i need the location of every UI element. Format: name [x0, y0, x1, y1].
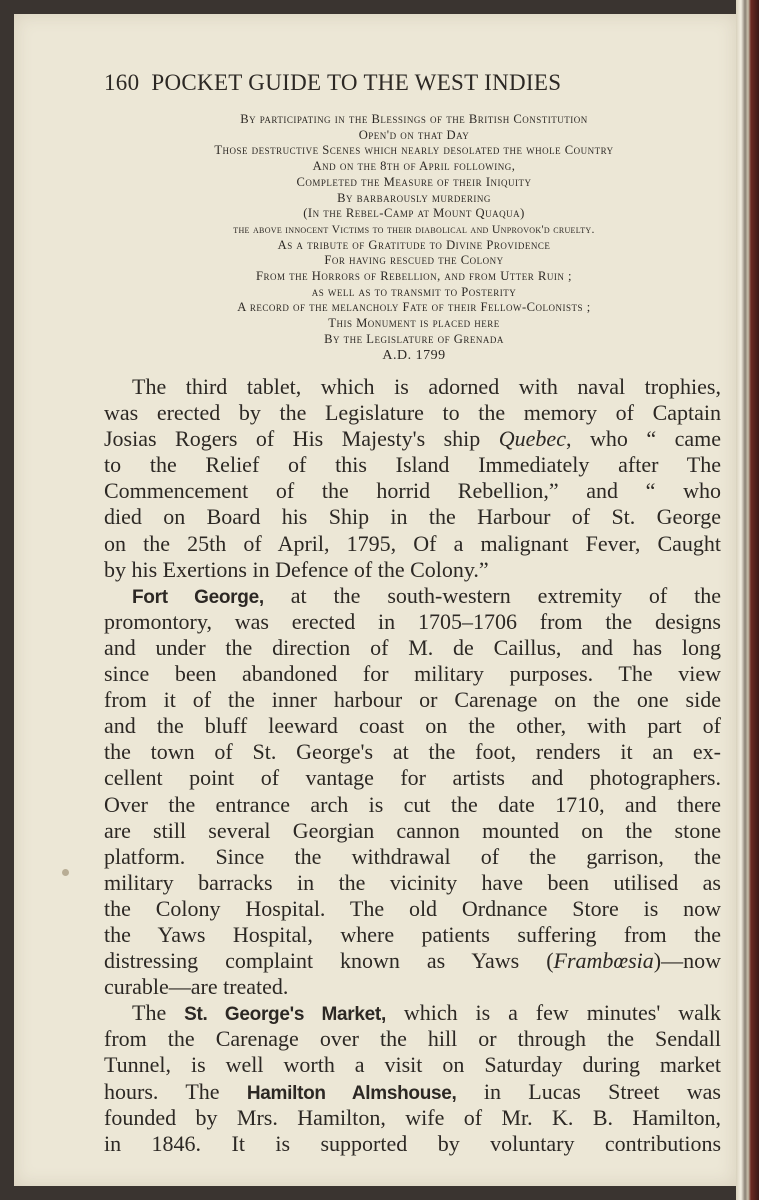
text-line: and the bluff leeward coast on the other, with part of: [104, 713, 721, 739]
text-line: the Colony Hospital. The old Ordnance Store is now: [104, 895, 721, 921]
inscription-line: By participating in the Blessings of the British Constitution: [240, 112, 588, 126]
text-line: was erected by the Legislature to the memory of Captain: [104, 400, 721, 426]
text-line: distressing complaint known as Yaws (Frambœsia)—now: [104, 948, 721, 974]
text-line: the town of St. George's at the foot, renders it an ex-: [104, 739, 721, 765]
text-line: Josias Rogers of His Majesty's ship Quebec, who “ came: [104, 426, 721, 452]
book-page: [14, 14, 736, 1186]
fort-george-heading: Fort George,: [132, 586, 264, 608]
text-line: from it of the inner harbour or Carenage on the one side: [104, 687, 721, 713]
book-edge: [736, 0, 759, 1200]
text-line: founded by Mrs. Hamilton, wife of Mr. K. B. Hamilton,: [104, 1104, 721, 1130]
body-text: [104, 374, 721, 1157]
inscription-line: Open'd on that Day: [358, 127, 470, 142]
inscription-line: This Monument is placed here: [328, 316, 500, 331]
inscription-line: From the Horrors of Rebellion, and from Utter Ruin ;: [256, 269, 572, 284]
text-line: died on Board his Ship in the Harbour of St. George: [104, 504, 721, 530]
text-line: cellent point of vantage for artists and photographers.: [104, 765, 721, 791]
text-line: military barracks in the vicinity have been utilised as: [104, 869, 721, 895]
running-header: [104, 70, 674, 100]
text-line: promontory, was erected in 1705–1706 from the designs: [104, 608, 721, 634]
text-line: are still several Georgian cannon mounted on the stone: [104, 817, 721, 843]
inscription-date: A.D. 1799: [382, 347, 446, 363]
text-line: Tunnel, is well worth a visit on Saturday during market: [104, 1052, 721, 1078]
text-line: Commencement of the horrid Rebellion,” and “ who: [104, 478, 721, 504]
inscription-line: Those destructive Scenes which nearly desolated the whole Country: [214, 143, 614, 158]
inscription-line: as well as to transmit to Posterity: [311, 284, 517, 299]
running-title: POCKET GUIDE TO THE WEST INDIES: [151, 70, 562, 95]
inscription-line: Completed the Measure of their Iniquity: [296, 174, 532, 189]
inscription-line: the above innocent Victims to their diabolical and Unprovok'd cruelty.: [233, 221, 595, 236]
text-line: the Yaws Hospital, where patients suffering from the: [104, 921, 721, 947]
text-line: hours. The Hamilton Almshouse, in Lucas Street was: [104, 1078, 721, 1104]
monument-inscription: [104, 112, 724, 363]
ship-name: Quebec: [498, 426, 566, 452]
inscription-line: (In the Rebel-Camp at Mount Quaqua): [303, 206, 525, 221]
market-heading: St. George's Market,: [184, 1004, 386, 1026]
text-line: from the Carenage over the hill or through the Sendall: [104, 1026, 721, 1052]
inscription-line: By barbarously murdering: [337, 190, 491, 205]
text-line: by his Exertions in Defence of the Colony.”: [104, 556, 489, 582]
text-line: curable—are treated.: [104, 974, 289, 1000]
inscription-line: And on the 8th of April following,: [312, 159, 516, 174]
inscription-line: A record of the melancholy Fate of their Fellow-Colonists ;: [237, 300, 591, 315]
text-line: Fort George, at the south-western extremity of the: [132, 582, 721, 608]
inscription-line: As a tribute of Gratitude to Divine Providence: [277, 237, 551, 252]
text-line: The St. George's Market, which is a few minutes' walk: [132, 1000, 721, 1026]
inscription-line: For having rescued the Colony: [324, 253, 504, 268]
disease-name: Frambœsia: [553, 948, 654, 974]
text-line: Over the entrance arch is cut the date 1710, and there: [104, 791, 721, 817]
paper-spot: [62, 869, 69, 876]
text-line: in 1846. It is supported by voluntary contributions: [104, 1130, 721, 1156]
text-line: since been abandoned for military purposes. The view: [104, 661, 721, 687]
text-line: The third tablet, which is adorned with naval trophies,: [132, 374, 721, 399]
text-line: and under the direction of M. de Caillus, and has long: [104, 634, 721, 660]
almshouse-heading: Hamilton Almshouse,: [246, 1082, 457, 1104]
page-number: 160: [104, 70, 140, 95]
inscription-line: By the Legislature of Grenada: [324, 331, 504, 346]
text-line: to the Relief of this Island Immediately after The: [104, 452, 721, 478]
text-line: platform. Since the withdrawal of the garrison, the: [104, 843, 721, 869]
text-line: on the 25th of April, 1795, Of a malignant Fever, Caught: [104, 530, 721, 556]
